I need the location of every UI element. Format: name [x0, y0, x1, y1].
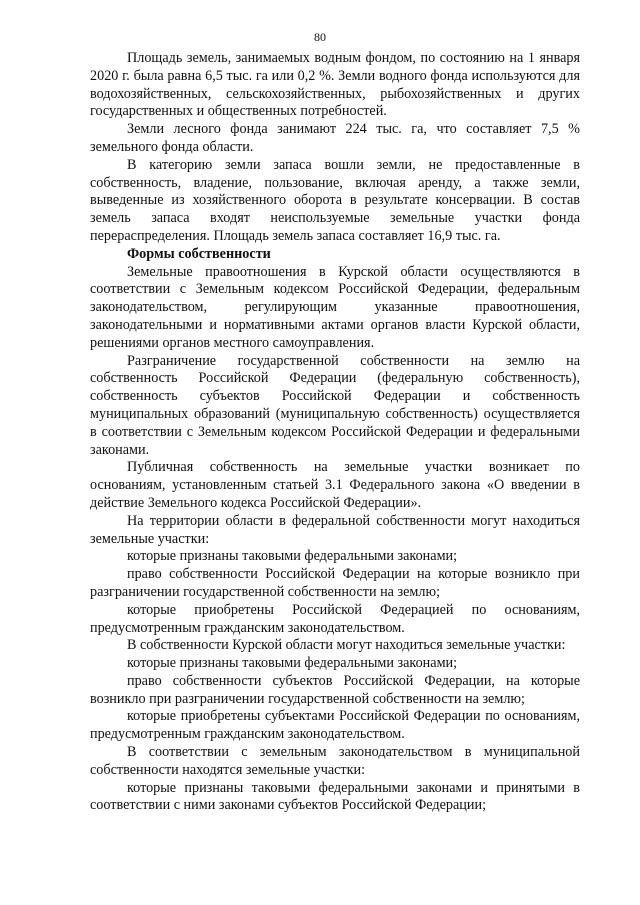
- paragraph-regional-intro: В собственности Курской области могут находиться земельные участки:: [127, 637, 566, 654]
- list-item-federal-3: которые приобретены Российской Федерацией по основаниям, предусмотренным гражданским законодательством.: [90, 601, 580, 636]
- page-number: 80: [314, 30, 326, 44]
- paragraph-water-fund: Площадь земель, занимаемых водным фондом, по состоянию на 1 января 2020 г. была равна 6,5 тыс. га или 0,2 %. Земли водного фонда используются для водохозяйственных, сельскохозяйственных, рыбохозяйственных и других государственных и общественных потребностей.: [90, 50, 580, 120]
- paragraph-property-delimitation: Разграничение государственной собственности на землю на собственность Российской Федерации (федеральную собственность), собственность субъектов Российской Федерации и собственность муниципальных образований (муниципальную собственность) осуществляется в соответствии с Земельным кодексом Российской Федерации и федеральными законами.: [90, 352, 580, 458]
- list-item-regional-1: которые признаны таковыми федеральными законами;: [127, 655, 458, 672]
- list-item-regional-3: которые приобретены субъектами Российской Федерации по основаниям, предусмотренным гражданским законодательством.: [90, 708, 580, 743]
- document-body: [90, 50, 580, 815]
- paragraph-land-relations: Земельные правоотношения в Курской области осуществляются в соответствии с Земельным кодексом Российской Федерации, федеральным законодательством, регулирующим указанные правоотношения, законодательными и нормативными актами органов власти Курской области, решениями органов местного самоуправления.: [90, 263, 580, 351]
- paragraph-federal-intro: На территории области в федеральной собственности могут находиться земельные участки:: [90, 512, 580, 547]
- paragraph-public-property: Публичная собственность на земельные участки возникает по основаниям, установленным статьей 3.1 Федерального закона «О введении в действие Земельного кодекса Российской Федерации».: [90, 459, 580, 511]
- list-item-municipal-1: которые признаны таковыми федеральными законами и принятыми в соответствии с ними законами субъектов Российской Федерации;: [90, 779, 580, 814]
- paragraph-forest-fund: Земли лесного фонда занимают 224 тыс. га, что составляет 7,5 % земельного фонда области.: [90, 121, 580, 155]
- paragraph-reserve-lands: В категорию земли запаса вошли земли, не предоставленные в собственность, владение, пользование, включая аренду, а также земли, выведенные из хозяйственного оборота в результате консервации. В состав земель запаса входят неиспользуемые земельные участки фонда перераспределения. Площадь земель запаса составляет 16,9 тыс. га.: [90, 156, 580, 244]
- list-item-federal-1: которые признаны таковыми федеральными законами;: [127, 548, 458, 565]
- paragraph-municipal-intro: В соответствии с земельным законодательством в муниципальной собственности находятся земельные участки:: [90, 744, 580, 778]
- list-item-regional-2: право собственности субъектов Российской Федерации, на которые возникло при разграничении государственной собственности на землю;: [90, 672, 580, 707]
- list-item-federal-2: право собственности Российской Федерации на которые возникло при разграничении государственной собственности на землю;: [90, 566, 580, 600]
- section-heading: Формы собственности: [127, 245, 271, 262]
